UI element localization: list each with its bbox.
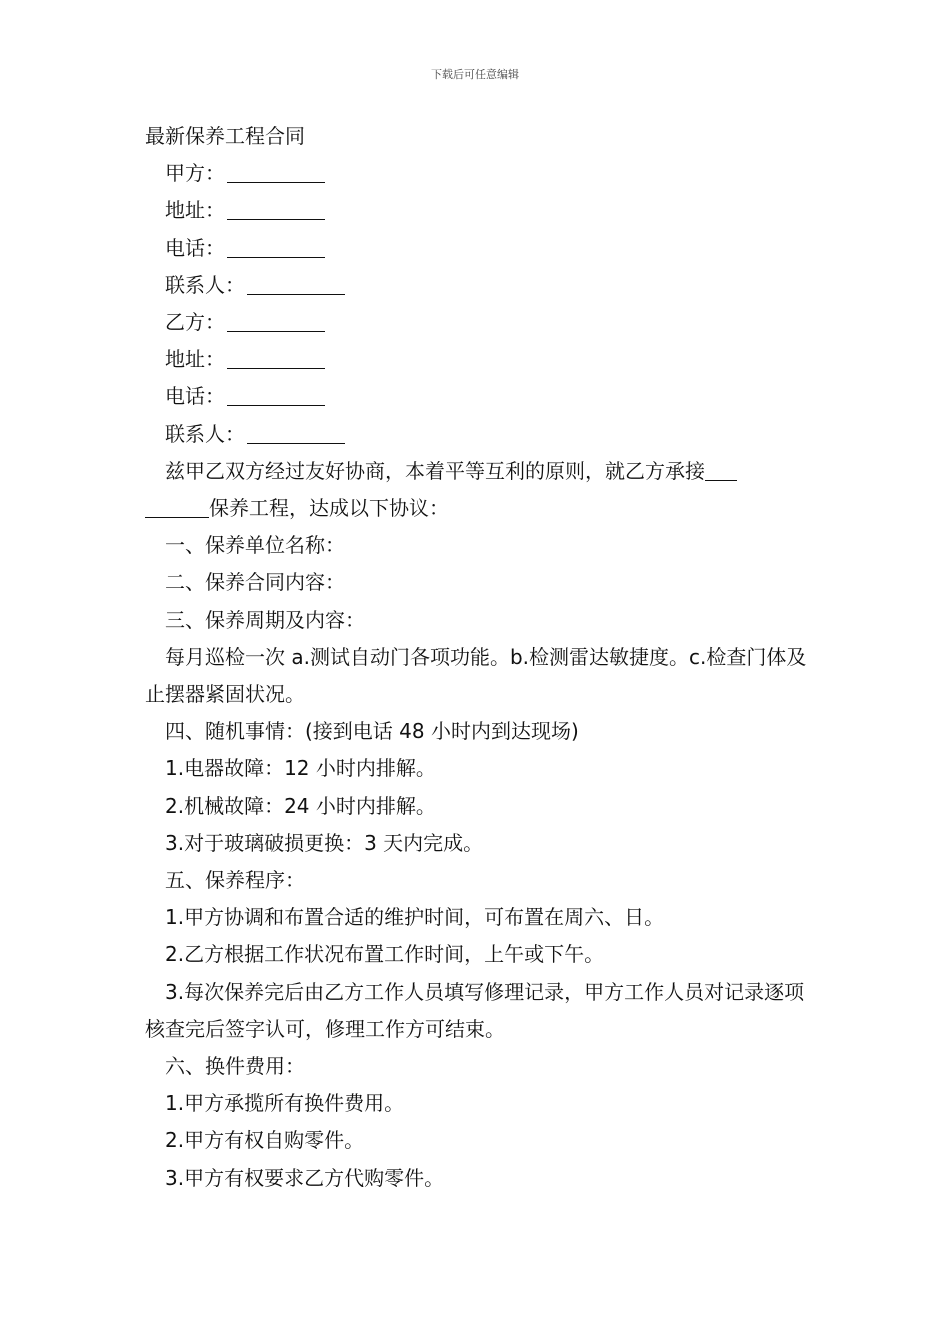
party-a-contact-label: 联系人：	[165, 272, 245, 297]
party-b-contact-blank[interactable]	[247, 421, 345, 444]
project-name-blank-start[interactable]	[705, 458, 737, 481]
section-4-item: 3.对于玻璃破损更换：3 天内完成。	[165, 830, 484, 855]
party-b-phone-row	[145, 378, 810, 415]
party-b-phone-blank[interactable]	[227, 383, 325, 406]
section-5-item: 1.甲方协调和布置合适的维护时间，可布置在周六、日。	[165, 905, 665, 930]
party-a-phone-label: 电话：	[165, 235, 225, 260]
party-a-name-blank[interactable]	[227, 160, 325, 183]
section-4-heading: 四、随机事情：(接到电话 48 小时内到达现场)	[165, 719, 579, 744]
section-4-item: 1.电器故障：12 小时内排解。	[165, 756, 436, 781]
section-6-heading: 六、换件费用：	[165, 1054, 305, 1079]
party-b-address-row	[145, 341, 810, 378]
page-header-note: 下载后可任意编辑	[431, 68, 519, 81]
section-6-item: 1.甲方承揽所有换件费用。	[165, 1091, 405, 1116]
section-2-heading: 二、保养合同内容：	[165, 570, 345, 595]
party-a-contact-row	[145, 267, 810, 304]
party-b-name-row	[145, 304, 810, 341]
section-3-body: 每月巡检一次 a.测试自动门各项功能。b.检测雷达敏捷度。c.检查门体及止摆器紧固状况。	[145, 644, 807, 707]
party-a-phone-blank[interactable]	[227, 235, 325, 258]
party-a-address-blank[interactable]	[227, 197, 325, 220]
contract-body	[145, 118, 810, 1197]
section-5-item: 2.乙方根据工作状况布置工作时间，上午或下午。	[165, 942, 605, 967]
project-name-blank-end[interactable]	[145, 495, 209, 518]
party-b-contact-row	[145, 416, 810, 453]
party-b-contact-label: 联系人：	[165, 421, 245, 446]
party-a-name-row	[145, 155, 810, 192]
party-b-name-label: 乙方：	[165, 310, 225, 335]
intro-text-part2: 保养工程，达成以下协议：	[209, 496, 449, 521]
section-6-item: 3.甲方有权要求乙方代购零件。	[165, 1165, 445, 1190]
party-a-address-label: 地址：	[165, 198, 225, 223]
party-b-name-blank[interactable]	[227, 309, 325, 332]
party-b-address-label: 地址：	[165, 347, 225, 372]
party-b-address-blank[interactable]	[227, 346, 325, 369]
section-5-heading: 五、保养程序：	[165, 868, 305, 893]
section-1-heading: 一、保养单位名称：	[165, 533, 345, 558]
intro-line-1	[145, 453, 810, 490]
party-a-name-label: 甲方：	[165, 161, 225, 186]
party-a-address-row	[145, 192, 810, 229]
section-6-item: 2.甲方有权自购零件。	[165, 1128, 365, 1153]
section-4-item: 2.机械故障：24 小时内排解。	[165, 793, 436, 818]
party-a-contact-blank[interactable]	[247, 272, 345, 295]
party-a-phone-row	[145, 230, 810, 267]
intro-text-part1: 兹甲乙双方经过友好协商，本着平等互利的原则，就乙方承接	[165, 458, 705, 483]
section-3-heading: 三、保养周期及内容：	[165, 607, 365, 632]
intro-line-2	[145, 490, 810, 527]
party-b-phone-label: 电话：	[165, 384, 225, 409]
contract-title: 最新保养工程合同	[145, 124, 305, 148]
section-5-item: 3.每次保养完后由乙方工作人员填写修理记录，甲方工作人员对记录逐项核查完后签字认可，修理工作方可结束。	[145, 979, 805, 1041]
